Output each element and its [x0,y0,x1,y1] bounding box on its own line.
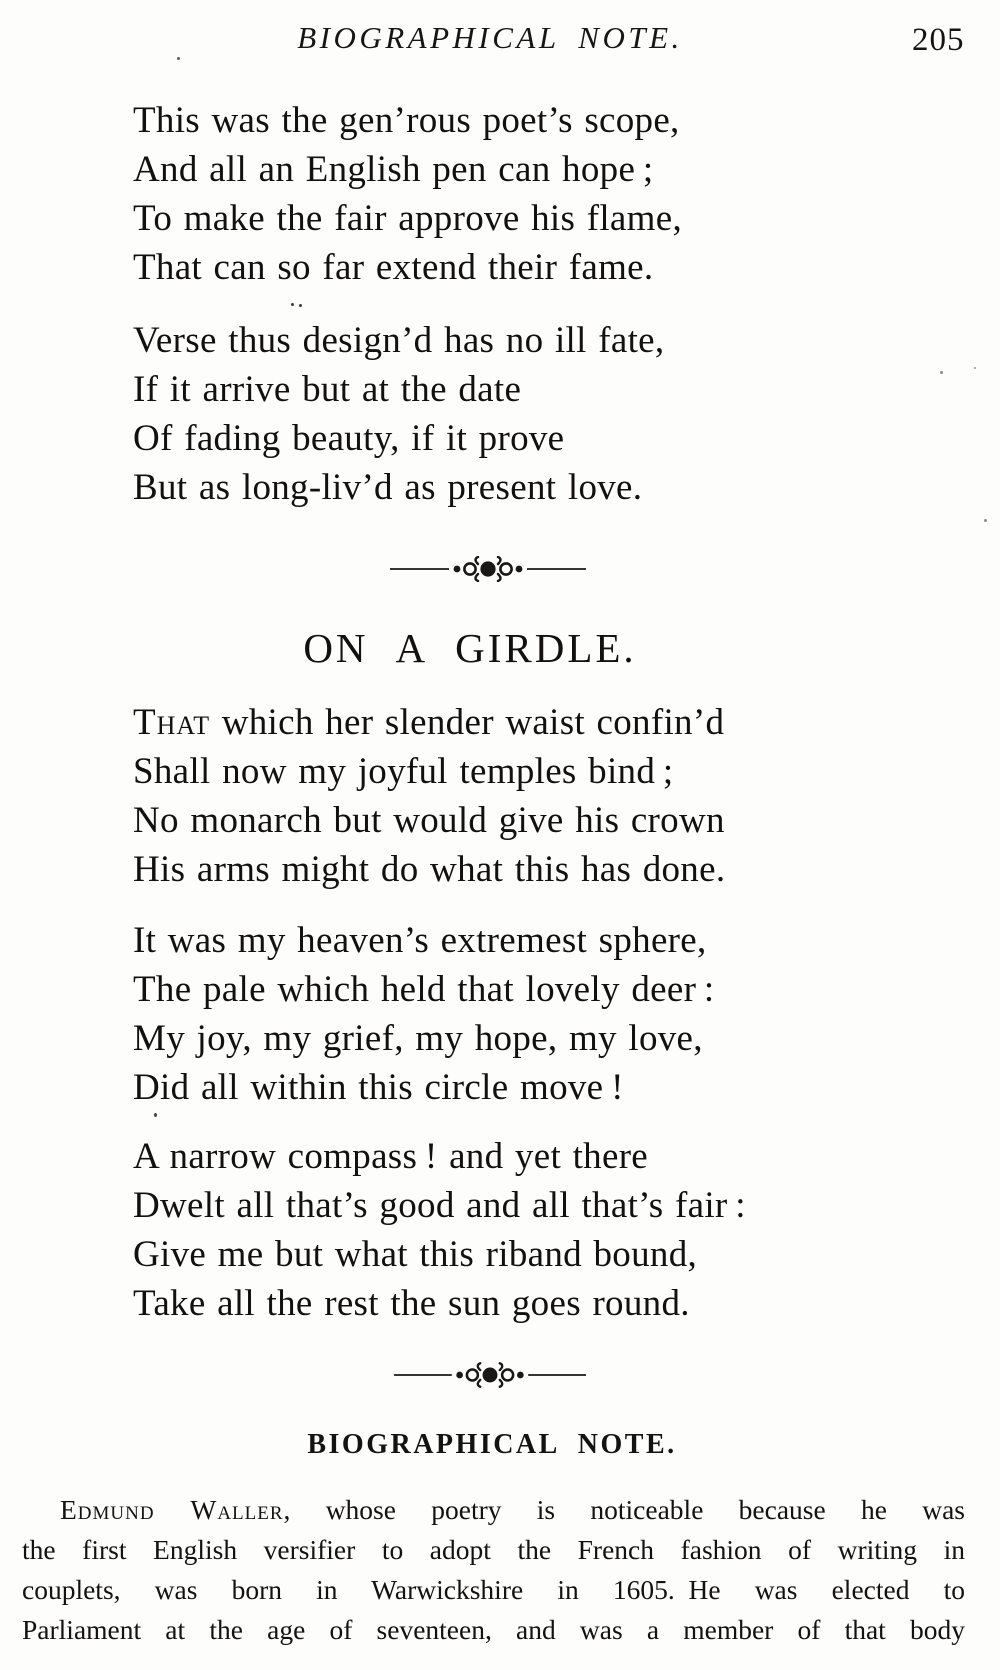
poem-line: That can so far extend their fame. [133,247,654,288]
poem-line: But as long-liv’d as present love. [133,467,643,508]
scan-speck [974,367,976,369]
bio-note-heading: BIOGRAPHICAL NOTE. [307,1429,677,1460]
bio-line: the first English versifier to adopt the French fashion of writing in [22,1534,965,1565]
poem-line: Dwelt all that’s good and all that’s fair : [133,1185,746,1226]
girdle-stanza-2 [133,916,715,1112]
poem-line: To make the fair approve his flame, [133,198,683,239]
scan-speck [940,371,943,374]
poem-line: No monarch but would give his crown [133,800,725,841]
poem-line: My joy, my grief, my hope, my love, [133,1018,703,1059]
closing-poem-stanza-2 [133,316,664,512]
poem-line: And all an English pen can hope ; [133,149,654,190]
ornament-divider-icon [394,1362,586,1393]
poem-line: Verse thus design’d has no ill fate, [133,320,665,361]
scan-speck [299,304,302,307]
small-caps-lead: That [133,702,211,743]
scan-speck [291,303,294,306]
girdle-stanza-1 [133,698,725,894]
scan-speck [177,57,180,60]
poem-title-container [0,624,1000,672]
poem-line: Take all the rest the sun goes round. [133,1283,690,1324]
small-caps-lead: Edmund Waller [60,1494,284,1525]
ornament-divider-icon [390,556,586,587]
poem-line: Of fading beauty, if it prove [133,418,565,459]
running-head-container [0,20,1000,56]
closing-poem-stanza-1 [133,96,682,292]
poem-line: This was the gen’rous poet’s scope, [133,100,680,141]
poem-line: The pale which held that lovely deer : [133,969,715,1010]
bio-line: Edmund Waller, whose poetry is noticeable because he was [60,1494,965,1525]
poem-line: That which her slender waist confin’d [133,702,725,743]
poem-line: Shall now my joyful temples bind ; [133,751,674,792]
page-number: 205 [912,22,965,58]
poem-line: A narrow compass ! and yet there [133,1136,649,1177]
poem-line: His arms might do what this has done. [133,849,726,890]
scan-speck [154,1113,157,1117]
poem-line: Did all within this circle move ! [133,1067,624,1108]
poem-line: If it arrive but at the date [133,369,522,410]
girdle-stanza-3 [133,1132,746,1328]
poem-line: It was my heaven’s extremest sphere, [133,920,707,961]
scan-speck [984,519,987,522]
bio-note-heading-container [0,1428,1000,1466]
bio-note-paragraph [22,1490,965,1650]
bio-line: Parliament at the age of seventeen, and was a member of that body [22,1614,965,1645]
poem-line: Give me but what this riband bound, [133,1234,698,1275]
running-head: BIOGRAPHICAL NOTE. [297,20,683,55]
poem-title: ON A GIRDLE. [303,625,637,671]
bio-line: couplets, was born in Warwickshire in 1605. He was elected to [22,1574,965,1605]
